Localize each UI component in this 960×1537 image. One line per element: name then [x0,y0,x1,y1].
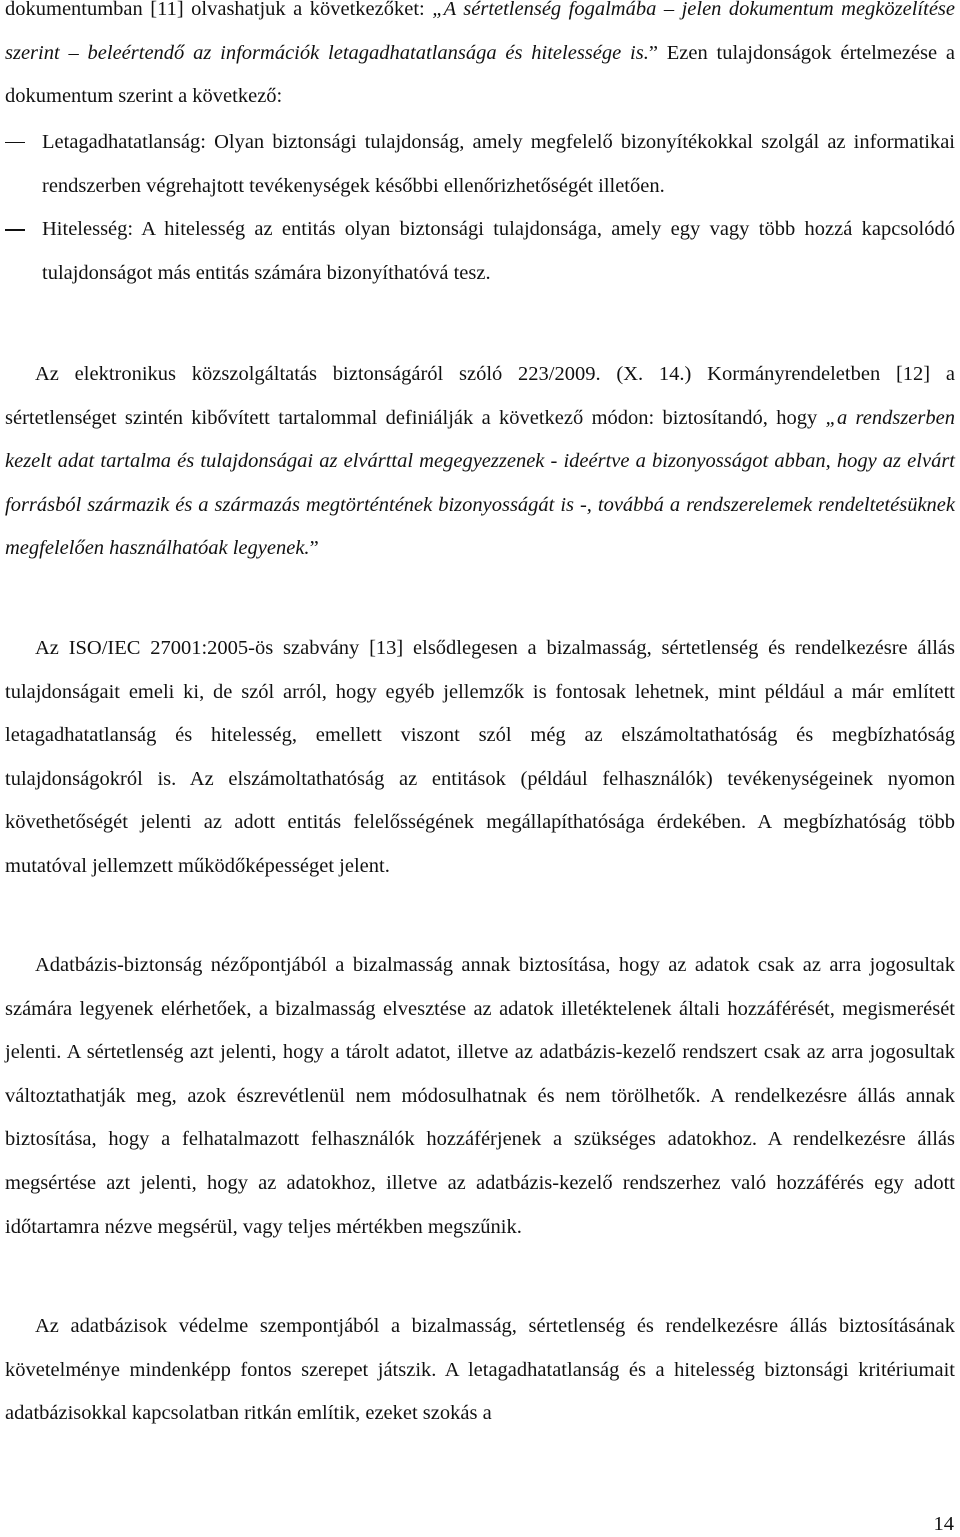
regulation-text-after: ” [309,537,319,560]
bullet-text-letagadhatatlansag: Letagadhatatlanság: Olyan biztonsági tulajdonság, amely megfelelő bizonyítékokkal szolgál az informatikai rendszerben végrehajtott tevékenységek későbbi ellenőrizhetőségét illetően. [42,131,955,197]
intro-text-after: ” Ezen tulajdonságok értelmezése a dokumentum szerint a következő: [5,41,955,108]
iso-standard-paragraph: Az ISO/IEC 27001:2005-ös szabvány [13] elsődlegesen a bizalmasság, sértetlenség és rendelkezésre állás tulajdonságait emeli ki, de szól arról, hogy egyéb jellemzők is fontosak lehetnek, mint például a már említett letagadhatatlanság és hitelesség, emellett viszont szól még az elszámoltathatóság és megbízhatóság tulajdonságokról is. Az elszámoltathatóság az entitások (például felhasználók) tevékenységeinek nyomon követhetőségét jelenti az adott entitás felelősségének megállapíthatósága érdekében. A megbízhatóság több mutatóval jellemzett működőképességet jelent. [5,637,955,877]
bullet-text-hitelesseg: Hitelesség: A hitelesség az entitás olyan biztonsági tulajdonsága, amely egy vagy több hozzá kapcsolódó tulajdonságot más entitás számára bizonyíthatóvá tesz. [42,218,955,284]
list-item [5,208,955,295]
database-protection-paragraph: Az adatbázisok védelme szempontjából a bizalmasság, sértetlenség és rendelkezésre állás biztosításának követelménye mindenképp fontos szerepet játszik. A letagadhatatlanság és a hitelesség biztonsági kritériumait adatbázisokkal kapcsolatban ritkán említik, ezeket szokás a [5,1315,955,1425]
regulation-paragraph [5,353,955,571]
dash-bullet-icon [5,142,25,143]
list-item [5,121,955,208]
regulation-quote: „a rendszerben kezelt adat tartalma és tulajdonságai az elvárttal megegyezzenek - ideértve a bizonyosságot abban, hogy az elvárt forrásból származik és a származás megtörténtének bizonyosságát is -, továbbá a rendszerelemek rendeltetésüknek megfelelően használhatóak legyenek. [5,406,955,560]
intro-paragraph [5,0,955,119]
database-security-paragraph: Adatbázis-biztonság nézőpontjából a bizalmasság annak biztosítása, hogy az adatok csak az arra jogosultak számára legyenek elérhetőek, a bizalmasság elvesztése az adatok illetéktelenek általi hozzáférését, megismerését jelenti. A sértetlenség azt jelenti, hogy a tárolt adatot, illetve az adatbázis-kezelő rendszert csak az arra jogosultak változtathatják meg, azok észrevétlenül nem módosulhatnak és nem törölhetők. A rendelkezésre állás annak biztosítása, hogy a felhatalmazott felhasználók hozzáférjenek a szükséges adatokhoz. A rendelkezésre állás megsértése azt jelenti, hogy az adatokhoz, illetve az adatbázis-kezelő rendszerhez való hozzáférés egy adott időtartamra nézve megsérül, vagy teljes mértékben megszűnik. [5,954,955,1238]
page-number: 14 [933,1513,954,1535]
dash-bullet-icon [5,229,25,230]
definition-list [5,121,955,295]
regulation-text-before: Az elektronikus közszolgáltatás biztonságáról szóló 223/2009. (X. 14.) Kormányrendeletben [12] a sértetlenséget szintén kibővített tartalommal definiálják a következő módon: biztosítandó, hogy [5,363,955,429]
intro-text-before: dokumentumban [11] olvashatjuk a következőket: [5,0,433,20]
intro-quote: „A sértetlenség fogalmába – jelen dokumentum megközelítése szerint – beleértendő az információk letagadhatatlansága és hitelessége is. [5,0,955,64]
